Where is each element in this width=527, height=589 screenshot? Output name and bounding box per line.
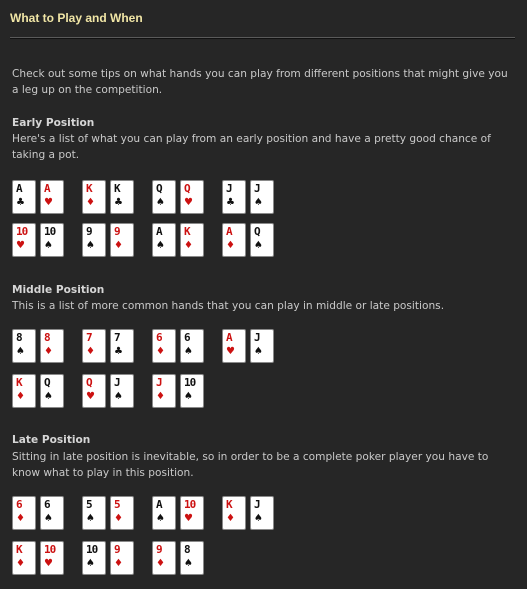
- card-rank: 9: [114, 543, 120, 556]
- playing-card-6-diamonds: [152, 329, 176, 363]
- starting-hand: [82, 541, 134, 575]
- hearts-icon: ♥: [184, 513, 193, 524]
- hand-row: [12, 496, 274, 530]
- card-rank: 10: [184, 376, 196, 389]
- starting-hand: [152, 329, 204, 363]
- card-rank: 10: [86, 543, 98, 556]
- playing-card-6-diamonds: [12, 496, 36, 530]
- card-rank: K: [114, 182, 120, 195]
- starting-hand: [82, 180, 134, 214]
- card-rank: A: [16, 182, 22, 195]
- spades-icon: ♠: [254, 240, 263, 251]
- playing-card-j-spades: [250, 180, 274, 214]
- playing-card-k-diamonds: [12, 374, 36, 408]
- section-text-early: Here's a list of what you can play from an early position and have a pretty good chance of taking a pot.: [12, 133, 491, 161]
- playing-card-a-spades: [152, 496, 176, 530]
- starting-hand: [12, 180, 64, 214]
- playing-card-j-spades: [110, 374, 134, 408]
- starting-hand: [152, 496, 204, 530]
- playing-card-q-spades: [40, 374, 64, 408]
- playing-card-10-hearts: [180, 496, 204, 530]
- hearts-icon: ♥: [44, 197, 53, 208]
- playing-card-8-diamonds: [40, 329, 64, 363]
- spades-icon: ♠: [44, 391, 53, 402]
- card-rank: Q: [254, 225, 260, 238]
- card-rank: 10: [16, 225, 28, 238]
- playing-card-6-spades: [180, 329, 204, 363]
- playing-card-9-diamonds: [152, 541, 176, 575]
- section-heading-middle: Middle Position: [12, 284, 105, 296]
- page-title: What to Play and When: [10, 11, 143, 25]
- card-rank: J: [156, 376, 162, 389]
- spades-icon: ♠: [156, 240, 165, 251]
- card-rank: 9: [86, 225, 92, 238]
- playing-card-9-spades: [82, 223, 106, 257]
- playing-card-q-hearts: [180, 180, 204, 214]
- starting-hand: [82, 374, 134, 408]
- diamonds-icon: ♦: [156, 346, 165, 357]
- spades-icon: ♠: [254, 197, 263, 208]
- intro-text: Check out some tips on what hands you can play from different positions that might give you a leg up on the competition.: [12, 68, 508, 96]
- spades-icon: ♠: [254, 513, 263, 524]
- playing-card-5-diamonds: [110, 496, 134, 530]
- card-rank: 5: [114, 498, 120, 511]
- card-rank: 9: [114, 225, 120, 238]
- card-rank: K: [86, 182, 92, 195]
- card-rank: 8: [184, 543, 190, 556]
- starting-hand: [82, 496, 134, 530]
- card-rank: 6: [156, 331, 162, 344]
- card-rank: A: [226, 331, 232, 344]
- card-rank: A: [226, 225, 232, 238]
- card-rank: 9: [156, 543, 162, 556]
- playing-card-a-hearts: [40, 180, 64, 214]
- card-rank: Q: [156, 182, 162, 195]
- starting-hand: [152, 541, 204, 575]
- playing-card-10-spades: [180, 374, 204, 408]
- hearts-icon: ♥: [86, 391, 95, 402]
- playing-card-10-spades: [40, 223, 64, 257]
- diamonds-icon: ♦: [114, 240, 123, 251]
- starting-hand: [12, 329, 64, 363]
- card-rank: Q: [184, 182, 190, 195]
- card-rank: J: [114, 376, 120, 389]
- spades-icon: ♠: [86, 558, 95, 569]
- starting-hand: [222, 180, 274, 214]
- card-rank: 10: [44, 225, 56, 238]
- diamonds-icon: ♦: [226, 240, 235, 251]
- clubs-icon: ♣: [114, 197, 123, 208]
- spades-icon: ♠: [156, 197, 165, 208]
- starting-hand: [152, 180, 204, 214]
- starting-hand: [152, 374, 204, 408]
- playing-card-10-hearts: [12, 223, 36, 257]
- playing-card-k-diamonds: [180, 223, 204, 257]
- hand-row: [12, 374, 204, 408]
- card-rank: 6: [44, 498, 50, 511]
- card-rank: A: [44, 182, 50, 195]
- spades-icon: ♠: [16, 346, 25, 357]
- playing-card-j-spades: [250, 329, 274, 363]
- section-text-middle: This is a list of more common hands that you can play in middle or late positions.: [12, 300, 445, 312]
- card-rank: J: [254, 331, 260, 344]
- card-rank: A: [156, 225, 162, 238]
- diamonds-icon: ♦: [226, 513, 235, 524]
- spades-icon: ♠: [44, 240, 53, 251]
- playing-card-a-spades: [152, 223, 176, 257]
- playing-card-8-spades: [12, 329, 36, 363]
- diamonds-icon: ♦: [16, 513, 25, 524]
- spades-icon: ♠: [184, 558, 193, 569]
- section-text-late: Sitting in late position is inevitable, so in order to be a complete poker player you have to know what to play in this position.: [12, 451, 489, 479]
- card-rank: 7: [114, 331, 120, 344]
- card-rank: J: [226, 182, 232, 195]
- playing-card-k-diamonds: [222, 496, 246, 530]
- hand-row: [12, 541, 204, 575]
- hearts-icon: ♥: [44, 558, 53, 569]
- playing-card-k-clubs: [110, 180, 134, 214]
- playing-card-10-spades: [82, 541, 106, 575]
- card-rank: 8: [44, 331, 50, 344]
- diamonds-icon: ♦: [44, 346, 53, 357]
- card-rank: K: [16, 376, 22, 389]
- spades-icon: ♠: [114, 391, 123, 402]
- spades-icon: ♠: [86, 513, 95, 524]
- spades-icon: ♠: [184, 346, 193, 357]
- starting-hand: [12, 374, 64, 408]
- diamonds-icon: ♦: [114, 558, 123, 569]
- starting-hand: [222, 496, 274, 530]
- clubs-icon: ♣: [226, 197, 235, 208]
- spades-icon: ♠: [44, 513, 53, 524]
- card-rank: 10: [184, 498, 196, 511]
- hearts-icon: ♥: [184, 197, 193, 208]
- spades-icon: ♠: [184, 391, 193, 402]
- title-divider: [10, 37, 515, 39]
- playing-card-k-diamonds: [82, 180, 106, 214]
- playing-card-9-diamonds: [110, 223, 134, 257]
- starting-hand: [12, 496, 64, 530]
- card-rank: 6: [16, 498, 22, 511]
- playing-card-9-diamonds: [110, 541, 134, 575]
- card-rank: 6: [184, 331, 190, 344]
- diamonds-icon: ♦: [16, 391, 25, 402]
- card-rank: K: [16, 543, 22, 556]
- spades-icon: ♠: [86, 240, 95, 251]
- hand-row: [12, 180, 274, 214]
- hand-row: [12, 223, 274, 257]
- playing-card-q-hearts: [82, 374, 106, 408]
- starting-hand: [152, 223, 204, 257]
- playing-card-j-clubs: [222, 180, 246, 214]
- hand-row: [12, 329, 274, 363]
- playing-card-8-spades: [180, 541, 204, 575]
- section-heading-late: Late Position: [12, 434, 91, 446]
- hearts-icon: ♥: [226, 346, 235, 357]
- card-rank: 8: [16, 331, 22, 344]
- diamonds-icon: ♦: [16, 558, 25, 569]
- playing-card-a-diamonds: [222, 223, 246, 257]
- starting-hand: [12, 541, 64, 575]
- card-rank: J: [254, 182, 260, 195]
- spades-icon: ♠: [254, 346, 263, 357]
- playing-card-k-diamonds: [12, 541, 36, 575]
- starting-hand: [222, 329, 274, 363]
- diamonds-icon: ♦: [156, 391, 165, 402]
- card-rank: Q: [86, 376, 92, 389]
- playing-card-j-spades: [250, 496, 274, 530]
- hearts-icon: ♥: [16, 240, 25, 251]
- card-rank: K: [226, 498, 232, 511]
- diamonds-icon: ♦: [184, 240, 193, 251]
- section-heading-early: Early Position: [12, 117, 95, 129]
- playing-card-10-hearts: [40, 541, 64, 575]
- card-rank: K: [184, 225, 190, 238]
- card-rank: J: [254, 498, 260, 511]
- playing-card-j-diamonds: [152, 374, 176, 408]
- diamonds-icon: ♦: [114, 513, 123, 524]
- card-rank: 10: [44, 543, 56, 556]
- clubs-icon: ♣: [16, 197, 25, 208]
- card-rank: 5: [86, 498, 92, 511]
- card-rank: Q: [44, 376, 50, 389]
- playing-card-7-clubs: [110, 329, 134, 363]
- spades-icon: ♠: [156, 513, 165, 524]
- starting-hand: [222, 223, 274, 257]
- playing-card-a-hearts: [222, 329, 246, 363]
- playing-card-q-spades: [152, 180, 176, 214]
- starting-hand: [82, 223, 134, 257]
- playing-card-q-spades: [250, 223, 274, 257]
- starting-hand: [82, 329, 134, 363]
- diamonds-icon: ♦: [86, 346, 95, 357]
- card-rank: 7: [86, 331, 92, 344]
- clubs-icon: ♣: [114, 346, 123, 357]
- playing-card-5-spades: [82, 496, 106, 530]
- diamonds-icon: ♦: [156, 558, 165, 569]
- playing-card-7-diamonds: [82, 329, 106, 363]
- playing-card-6-spades: [40, 496, 64, 530]
- card-rank: A: [156, 498, 162, 511]
- diamonds-icon: ♦: [86, 197, 95, 208]
- playing-card-a-clubs: [12, 180, 36, 214]
- starting-hand: [12, 223, 64, 257]
